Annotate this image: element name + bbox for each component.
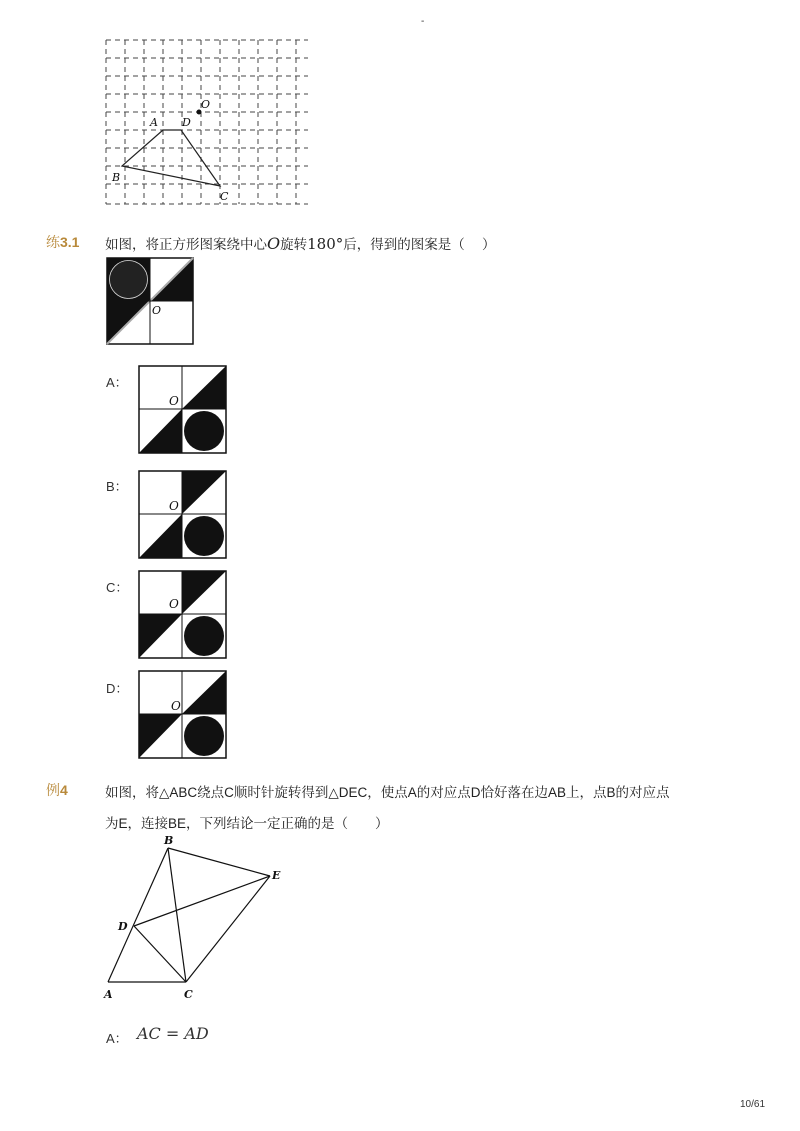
original-center-label: O	[152, 304, 162, 317]
question-middle: 旋转	[280, 237, 308, 252]
circle-icon	[184, 716, 224, 756]
circle-icon	[184, 516, 224, 556]
exercise-tag	[46, 232, 79, 252]
example-tag-prefix: 例	[46, 782, 60, 798]
label-a: A	[150, 116, 158, 129]
example-option-a-letter[interactable]: A：	[106, 1031, 128, 1046]
question-before: 如图，将正方形图案绕中心	[105, 237, 267, 252]
option-b-center: O	[169, 499, 179, 513]
tri-label-b: B	[164, 834, 174, 847]
label-c: C	[220, 190, 229, 203]
tri-label-e: E	[272, 869, 281, 882]
option-a-letter[interactable]: A：	[106, 375, 128, 390]
option-c-letter[interactable]: C：	[106, 580, 129, 595]
question-var: O	[267, 234, 281, 253]
option-d-figure[interactable]	[138, 670, 227, 759]
tri-label-d: D	[118, 920, 128, 933]
circle-pattern	[110, 261, 148, 299]
tri-label-c: C	[184, 988, 193, 1001]
example-line-1: 如图，将△ABC绕点C顺时针旋转得到△DEC，使点A的对应点D恰好落在边AB上，点B的对应点	[105, 785, 670, 800]
circle-icon	[184, 411, 224, 451]
exercise-question	[105, 233, 496, 253]
option-a-figure[interactable]	[138, 365, 227, 454]
label-b: B	[112, 171, 121, 184]
header-mark: -	[421, 16, 425, 27]
option-a-center: O	[169, 394, 179, 408]
example-tag-number: 4	[60, 782, 68, 798]
question-after: 后，得到的图案是（ ）	[343, 237, 496, 252]
label-d: D	[182, 116, 191, 129]
question-angle: 180°	[307, 235, 344, 253]
option-b-letter[interactable]: B：	[106, 479, 128, 494]
option-d-letter[interactable]: D：	[106, 681, 129, 696]
trapezoid-abcd	[122, 130, 220, 186]
exercise-tag-prefix: 练	[46, 234, 60, 250]
option-c-figure[interactable]	[138, 570, 227, 659]
rotation-triangle-figure	[100, 832, 290, 1004]
circle-icon	[184, 616, 224, 656]
page-number: 10/61	[740, 1099, 766, 1110]
label-o: O	[201, 98, 211, 111]
grid-trapezoid-figure	[100, 36, 315, 212]
example-line-2: 为E，连接BE，下列结论一定正确的是（ ）	[105, 816, 389, 831]
example-tag	[46, 780, 68, 800]
original-square-pattern	[106, 257, 194, 345]
example-option-a-math[interactable]: AC = AD	[137, 1024, 209, 1043]
tri-label-a: A	[104, 988, 113, 1001]
option-d-center: O	[171, 699, 181, 713]
exercise-tag-number: 3.1	[60, 234, 80, 250]
option-b-figure[interactable]	[138, 470, 227, 559]
option-c-center: O	[169, 597, 179, 611]
